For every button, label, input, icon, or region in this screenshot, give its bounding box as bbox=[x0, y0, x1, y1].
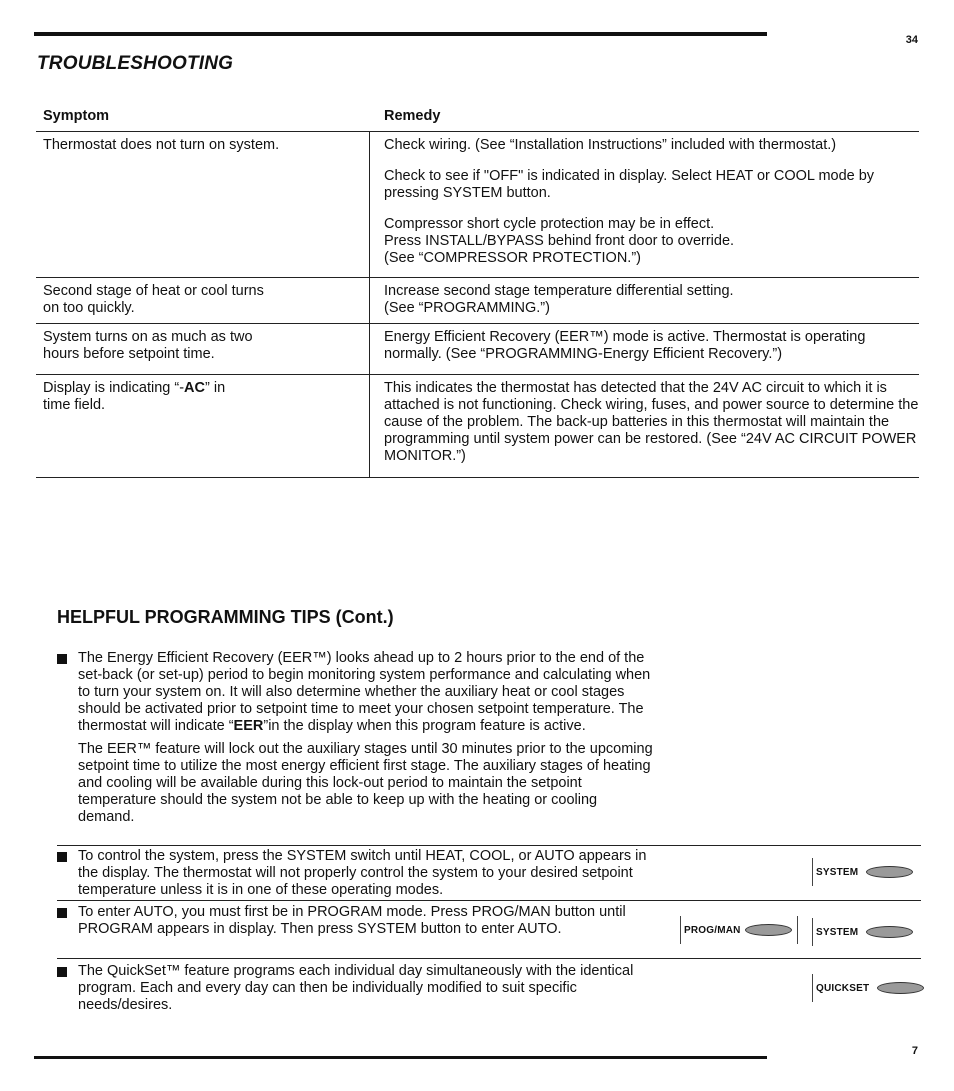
tip-text bbox=[78, 650, 656, 826]
table-row bbox=[36, 132, 919, 278]
table-row bbox=[36, 278, 919, 324]
header-symptom: Symptom bbox=[43, 108, 110, 124]
square-bullet-icon bbox=[57, 967, 67, 977]
page-number-bottom: 7 bbox=[911, 1045, 918, 1057]
remedy-paragraph: Compressor short cycle protection may be in effect. Press INSTALL/BYPASS behind front door to override. (See “COMPRESSOR PROTECTION.”) bbox=[384, 216, 735, 266]
remedy-cell: Energy Efficient Recovery (EER™) mode is active. Thermostat is operating normally. (See “PROGRAMMING-Energy Efficient Recovery.”) bbox=[384, 329, 866, 362]
column-divider bbox=[369, 132, 370, 277]
tip-divider bbox=[57, 900, 921, 901]
table-row bbox=[36, 324, 919, 375]
square-bullet-icon bbox=[57, 852, 67, 862]
oval-button-icon bbox=[866, 866, 913, 878]
header-remedy: Remedy bbox=[384, 108, 441, 124]
square-bullet-icon bbox=[57, 908, 67, 918]
symptom-cell: Thermostat does not turn on system. bbox=[43, 137, 280, 153]
eer-code: EER bbox=[233, 718, 264, 734]
table-row bbox=[36, 375, 919, 478]
divider-line bbox=[812, 918, 813, 946]
oval-button-icon bbox=[877, 982, 924, 994]
symptom-ac-code: AC bbox=[184, 380, 205, 396]
divider-line bbox=[812, 858, 813, 886]
remedy-paragraph: Check wiring. (See “Installation Instructions” included with thermostat.) bbox=[384, 137, 837, 153]
divider-line bbox=[812, 974, 813, 1002]
table-header bbox=[36, 106, 919, 132]
remedy-cell: Increase second stage temperature differential setting. (See “PROGRAMMING.”) bbox=[384, 283, 734, 316]
tip-text: To enter AUTO, you must first be in PROGRAM mode. Press PROG/MAN button until PROGRAM appears in display. Then press SYSTEM button to enter AUTO. bbox=[78, 904, 626, 937]
quickset-button-illustration bbox=[812, 974, 924, 1002]
symptom-cell: System turns on as much as two hours before setpoint time. bbox=[43, 329, 253, 362]
system-button-illustration bbox=[812, 918, 913, 946]
tip-text-part: ”in the display when this program feature is active. bbox=[263, 718, 586, 734]
tip-text: To control the system, press the SYSTEM switch until HEAT, COOL, or AUTO appears in the display. The thermostat will not properly control the system to your desired setpoint temperature unless it is in one of these operating modes. bbox=[78, 848, 647, 898]
symptom-text: ” in time field. bbox=[43, 380, 226, 413]
tip-text: The QuickSet™ feature programs each individual day simultaneously with the identical program. Each and every day can then be individually modified to suit specific needs/desires. bbox=[78, 963, 634, 1013]
troubleshooting-table bbox=[36, 106, 919, 478]
column-divider bbox=[369, 278, 370, 323]
remedy-paragraph: Check to see if "OFF" is indicated in display. Select HEAT or COOL mode by pressing SYSTEM button. bbox=[384, 168, 875, 201]
tip-divider bbox=[57, 958, 921, 959]
divider-line bbox=[680, 916, 681, 944]
symptom-cell: Second stage of heat or cool turns on too quickly. bbox=[43, 283, 264, 316]
quickset-label: QUICKSET bbox=[816, 982, 870, 994]
symptom-text: Display is indicating “- bbox=[43, 380, 185, 396]
page-number-top: 34 bbox=[905, 34, 918, 46]
bottom-rule bbox=[34, 1056, 767, 1059]
tip-paragraph bbox=[78, 650, 656, 735]
column-divider bbox=[369, 324, 370, 374]
system-label: SYSTEM bbox=[816, 926, 859, 938]
column-divider bbox=[369, 375, 370, 477]
progman-label: PROG/MAN bbox=[684, 924, 741, 936]
symptom-cell bbox=[43, 380, 343, 414]
tip-paragraph: The EER™ feature will lock out the auxiliary stages until 30 minutes prior to the upcoming setpoint time to utilize the most energy efficient first stage. The auxiliary stages of heating and cooling will be available during this lock-out period to maintain the setpoint temperature should the system not be able to keep up with the heating or cooling demand. bbox=[78, 741, 653, 825]
section-title-programming-tips: HELPFUL PROGRAMMING TIPS (Cont.) bbox=[57, 607, 394, 627]
tip-text-part: The Energy Efficient Recovery (EER™) looks ahead up to 2 hours prior to the end of the set-back (or set-up) period to begin monitoring system performance and calculating when to turn your system on. It will also determine whether the auxiliary heat or cool stages should be activated prior to setpoint time to meet your chosen setpoint temperature. The thermostat will indicate “ bbox=[78, 650, 651, 734]
system-label: SYSTEM bbox=[816, 866, 859, 878]
section-title-troubleshooting: TROUBLESHOOTING bbox=[37, 53, 234, 74]
top-rule bbox=[34, 32, 767, 36]
remedy-cell: This indicates the thermostat has detected that the 24V AC circuit to which it is attached is not functioning. Check wiring, fuses, and power source to determine the cause of the problem. The back-up batteries in this thermostat will maintain the programming until system power can be restored. (See “24V AC CIRCUIT POWER MONITOR.”) bbox=[384, 380, 919, 464]
divider-line bbox=[797, 916, 798, 944]
progman-button-illustration bbox=[680, 916, 801, 944]
system-button-illustration bbox=[812, 858, 913, 886]
square-bullet-icon bbox=[57, 654, 67, 664]
oval-button-icon bbox=[866, 926, 913, 938]
remedy-cell bbox=[384, 137, 919, 267]
oval-button-icon bbox=[745, 924, 792, 936]
tip-divider bbox=[57, 845, 921, 846]
